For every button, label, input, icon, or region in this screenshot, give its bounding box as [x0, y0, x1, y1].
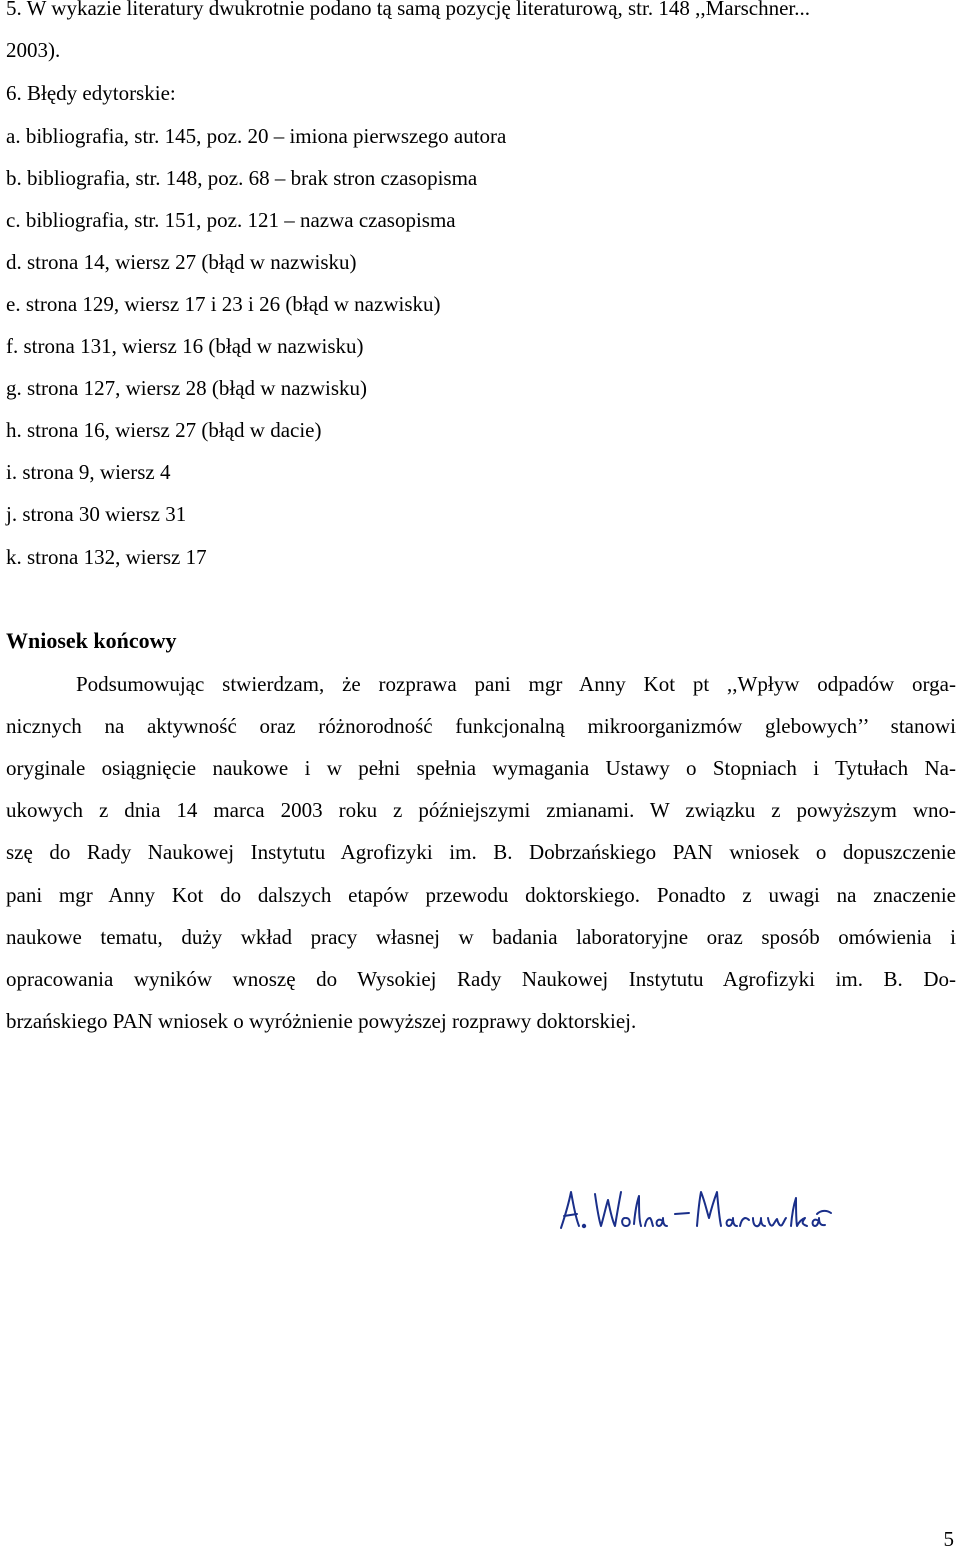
- page-number: 5: [943, 1527, 954, 1551]
- conclusion-line-3: oryginale osiągnięcie naukowe i w pełni spełnia wymagania Ustawy o Stopniach i Tytułach Na-: [6, 756, 956, 780]
- conclusion-heading: Wniosek końcowy: [6, 628, 177, 653]
- sub-item-f: f. strona 131, wiersz 16 (błąd w nazwisku): [6, 334, 364, 358]
- sub-item-e: e. strona 129, wiersz 17 i 23 i 26 (błąd w nazwisku): [6, 292, 441, 316]
- conclusion-line-4: ukowych z dnia 14 marca 2003 roku z późniejszymi zmianami. W związku z powyższym wno-: [6, 798, 956, 822]
- conclusion-line-5: szę do Rady Naukowej Instytutu Agrofizyki im. B. Dobrzańskiego PAN wniosek o dopuszczenie: [6, 840, 956, 864]
- error-item-6-title: 6. Błędy edytorskie:: [6, 81, 176, 105]
- sub-item-d: d. strona 14, wiersz 27 (błąd w nazwisku): [6, 250, 357, 274]
- sub-item-j: j. strona 30 wiersz 31: [6, 502, 187, 526]
- sub-item-i: i. strona 9, wiersz 4: [6, 460, 171, 484]
- conclusion-line-2: nicznych na aktywność oraz różnorodność funkcjonalną mikroorganizmów glebowych’’ stanowi: [6, 714, 956, 738]
- sub-item-a: a. bibliografia, str. 145, poz. 20 – imiona pierwszego autora: [6, 124, 507, 148]
- conclusion-line-7: naukowe tematu, duży wkład pracy własnej w badania laboratoryjne oraz sposób omówienia i: [6, 925, 956, 949]
- sub-item-h: h. strona 16, wiersz 27 (błąd w dacie): [6, 418, 322, 442]
- sub-item-b: b. bibliografia, str. 148, poz. 68 – brak stron czasopisma: [6, 166, 478, 190]
- conclusion-line-9: brzańskiego PAN wniosek o wyróżnienie powyższej rozprawy doktorskiej.: [6, 1009, 637, 1033]
- error-item-5-line2: 2003).: [6, 38, 61, 62]
- sub-item-g: g. strona 127, wiersz 28 (błąd w nazwisku): [6, 376, 367, 400]
- signature-strokes: [561, 1192, 831, 1228]
- sub-item-c: c. bibliografia, str. 151, poz. 121 – nazwa czasopisma: [6, 208, 456, 232]
- handwritten-signature: [555, 1180, 840, 1240]
- conclusion-line-6: pani mgr Anny Kot do dalszych etapów przewodu doktorskiego. Ponadto z uwagi na znaczenie: [6, 883, 956, 907]
- error-item-5-line1: 5. W wykazie literatury dwukrotnie podano tą samą pozycję literaturową, str. 148 ,,Marschner...: [6, 0, 810, 20]
- conclusion-line-1: Podsumowując stwierdzam, że rozprawa pani mgr Anny Kot pt ,,Wpływ odpadów orga-: [76, 672, 956, 696]
- sub-item-k: k. strona 132, wiersz 17: [6, 545, 207, 569]
- conclusion-line-8: opracowania wyników wnoszę do Wysokiej Rady Naukowej Instytutu Agrofizyki im. B. Do-: [6, 967, 956, 991]
